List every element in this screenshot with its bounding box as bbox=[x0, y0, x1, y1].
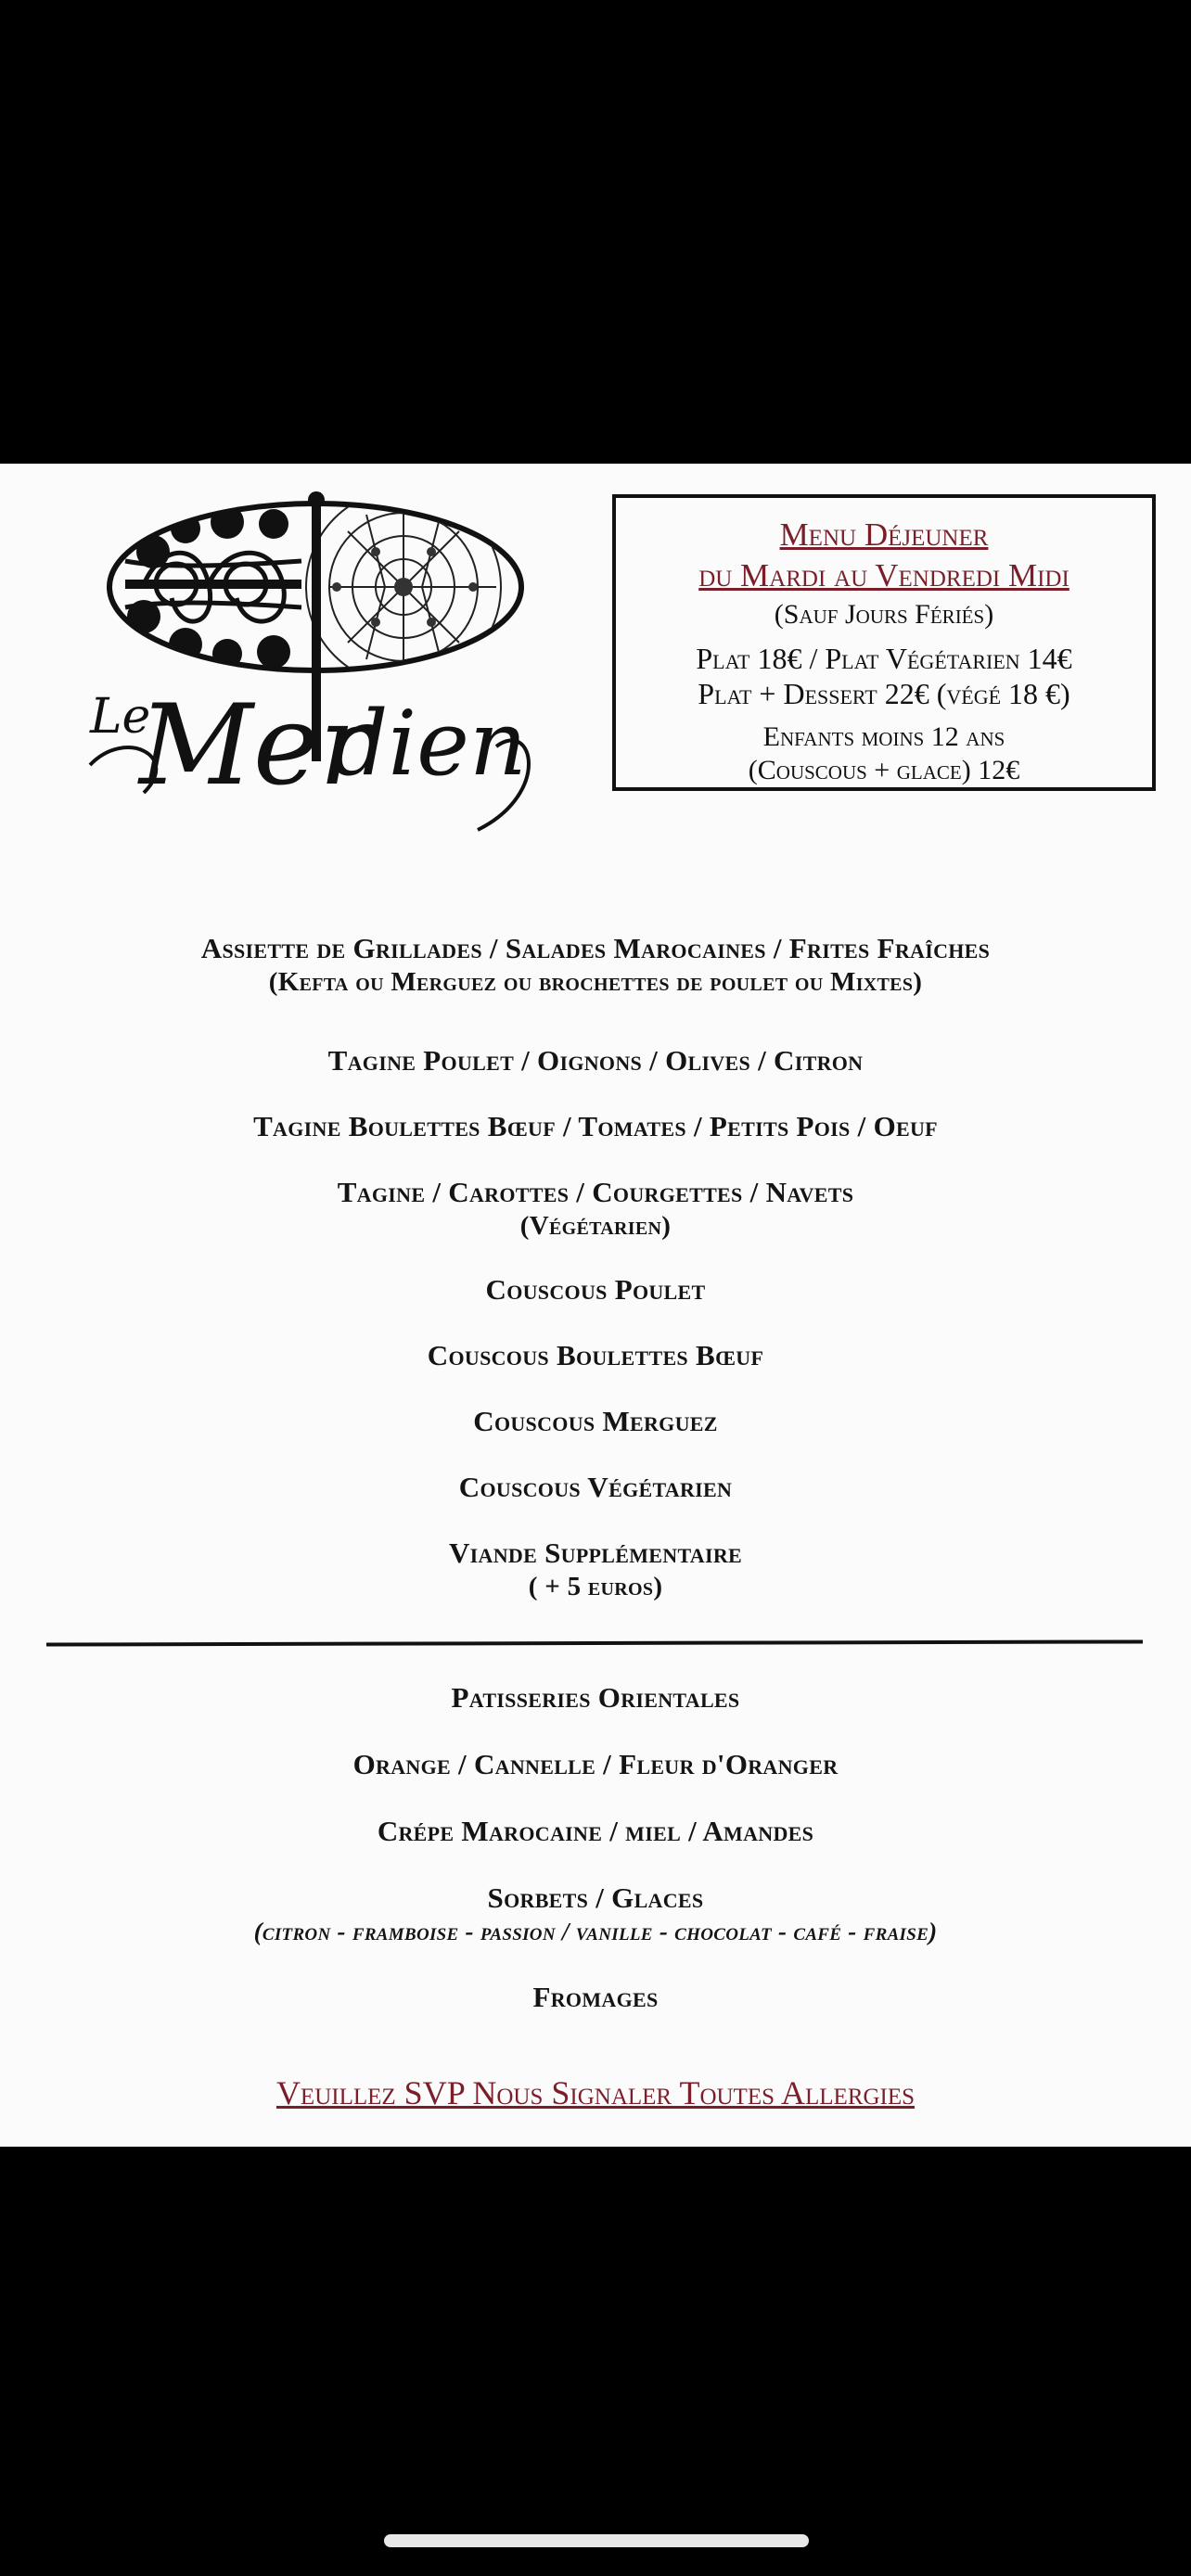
dessert-name: Sorbets / Glaces bbox=[487, 1881, 704, 1914]
le-meridien-logo-icon bbox=[88, 487, 533, 839]
section-divider bbox=[46, 1639, 1143, 1646]
dessert-note: (citron - framboise - passion / vanille - chocolat - café - fraise) bbox=[253, 1918, 938, 1945]
main-dish-item bbox=[0, 1044, 1191, 1078]
lunch-kids-line2: (Couscous + glace) 12€ bbox=[748, 755, 1020, 785]
main-dish-item bbox=[0, 1339, 1191, 1372]
dessert-item bbox=[0, 1681, 1191, 1715]
dessert-item bbox=[0, 1748, 1191, 1781]
allergy-notice: Veuillez SVP Nous Signaler Toutes Allergies bbox=[275, 2074, 916, 2111]
lunch-menu-box bbox=[612, 494, 1156, 791]
dessert-name: Crépe Marocaine / miel / Amandes bbox=[377, 1815, 814, 1847]
main-dish-name: Couscous Végétarien bbox=[458, 1471, 733, 1503]
main-dish-name: Couscous Boulettes Bœuf bbox=[427, 1339, 764, 1371]
main-dish-item bbox=[0, 1471, 1191, 1504]
main-dish-item bbox=[0, 1405, 1191, 1438]
lunch-title-line2: du Mardi au Vendredi Midi bbox=[698, 557, 1069, 593]
svg-text:Mer: Mer bbox=[139, 682, 373, 810]
svg-text:dien: dien bbox=[331, 692, 527, 796]
lunch-subtitle: (Sauf Jours Fériés) bbox=[774, 599, 994, 630]
dessert-name: Orange / Cannelle / Fleur d'Oranger bbox=[352, 1748, 839, 1780]
bottom-black-area bbox=[0, 2147, 1191, 2576]
main-dish-item bbox=[0, 1110, 1191, 1143]
main-dish-name: Assiette de Grillades / Salades Marocaines / Frites Fraîches bbox=[200, 932, 991, 964]
main-dish-item bbox=[0, 932, 1191, 999]
svg-text:Le: Le bbox=[90, 689, 151, 745]
main-dish-name: Couscous Merguez bbox=[473, 1405, 718, 1437]
main-dish-name: Tagine Poulet / Oignons / Olives / Citron bbox=[327, 1044, 864, 1077]
main-dish-item bbox=[0, 1537, 1191, 1603]
main-dish-name: Couscous Poulet bbox=[485, 1273, 706, 1306]
home-indicator-bar[interactable] bbox=[384, 2534, 809, 2547]
lunch-kids-line1: Enfants moins 12 ans bbox=[762, 721, 1005, 752]
restaurant-logo bbox=[88, 487, 533, 839]
main-dish-item bbox=[0, 1273, 1191, 1307]
lunch-price-line1: Plat 18€ / Plat Végétarien 14€ bbox=[696, 642, 1072, 675]
main-dish-name: Tagine Boulettes Bœuf / Tomates / Petits Pois / Oeuf bbox=[253, 1110, 938, 1142]
dessert-item bbox=[0, 1881, 1191, 1948]
main-dish-name: Tagine / Carottes / Courgettes / Navets bbox=[337, 1176, 854, 1208]
dessert-name: Patisseries Orientales bbox=[451, 1681, 740, 1714]
main-dish-note: (Végétarien) bbox=[519, 1211, 672, 1241]
dessert-item bbox=[0, 1815, 1191, 1848]
lunch-price-line2: Plat + Dessert 22€ (végé 18 €) bbox=[698, 677, 1070, 710]
menu-page bbox=[0, 464, 1191, 2147]
lunch-title-line1: Menu Déjeuner bbox=[779, 516, 989, 553]
main-dish-note: (Kefta ou Merguez ou brochettes de poulet ou Mixtes) bbox=[268, 967, 923, 997]
main-dish-name: Viande Supplémentaire bbox=[448, 1537, 743, 1569]
top-black-area bbox=[0, 0, 1191, 464]
dessert-item bbox=[0, 1981, 1191, 2014]
dessert-name: Fromages bbox=[532, 1981, 659, 2013]
main-dish-note: ( + 5 euros) bbox=[528, 1572, 663, 1601]
main-dish-item bbox=[0, 1176, 1191, 1243]
